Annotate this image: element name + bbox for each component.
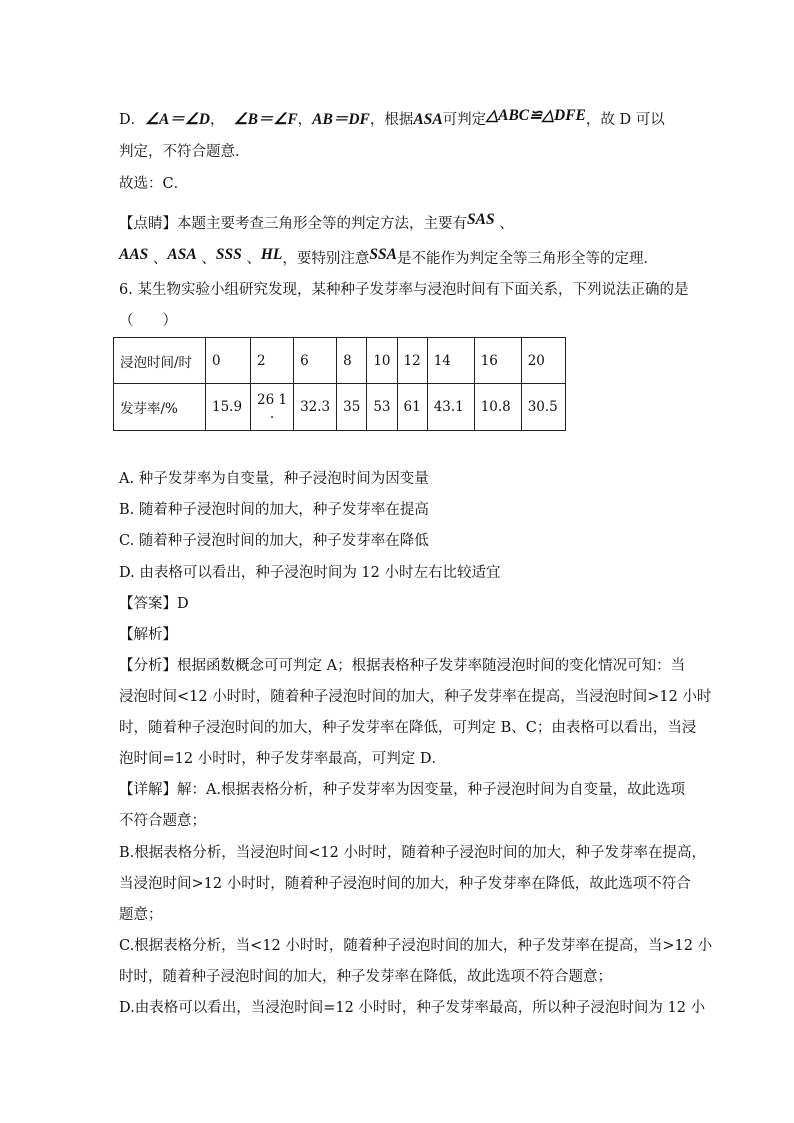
math-angle-b-eq-f: ∠B＝∠F xyxy=(233,111,298,128)
data-table xyxy=(113,337,566,431)
table-cell: 35 xyxy=(337,384,367,431)
table-cell: 2 xyxy=(251,338,294,384)
option-c: C. 随着种子浸泡时间的加大，种子发芽率在降低 xyxy=(119,533,429,549)
answer-line: 【答案】D xyxy=(119,596,189,612)
detail-line: D.由表格可以看出，当浸泡时间=12 小时时，种子发芽率最高，所以种子浸泡时间为 12 小 xyxy=(119,1000,706,1016)
table-cell: 53 xyxy=(367,384,397,431)
table-cell: 26 1 . xyxy=(251,384,294,431)
table-cell: 20 xyxy=(521,338,565,384)
line-judge: 判定，不符合题意． xyxy=(119,144,250,160)
detail-line: 不符合题意； xyxy=(119,813,206,829)
table-cell: 30.5 xyxy=(521,384,565,431)
table-header-cell: 发芽率/% xyxy=(114,384,206,431)
table-row xyxy=(114,338,566,384)
table-row xyxy=(114,384,566,431)
question-6-stem: 6. 某生物实验小组研究发现，某种种子发芽率与浸泡时间有下面关系，下列说法正确的是 xyxy=(119,282,689,298)
detail-line: 【详解】解：A.根据表格分析，种子发芽率为因变量，种子浸泡时间为自变量，故此选项 xyxy=(119,782,686,798)
table-cell: 6 xyxy=(294,338,337,384)
table-cell: 14 xyxy=(427,338,474,384)
line-option-d-reason: D．∠A＝∠D， ∠B＝∠F，AB＝DF，根据ASA可判定△ABC≌△DFE，故 D 可以 xyxy=(119,107,665,128)
option-d: D. 由表格可以看出，种子浸泡时间为 12 小时左右比较适宜 xyxy=(119,565,501,581)
line-dianjing-cont: AAS 、ASA 、SSS 、HL，要特别注意SSA是不能作为判定全等三角形全等的定理． xyxy=(119,246,658,267)
option-b: B. 随着种子浸泡时间的加大，种子发芽率在提高 xyxy=(119,502,429,518)
option-a: A. 种子发芽率为自变量，种子浸泡时间为因变量 xyxy=(119,471,429,487)
analysis-line: 【分析】根据函数概念可可判定 A；根据表格种子发芽率随浸泡时间的变化情况可知：当 xyxy=(119,658,686,674)
math-ab-eq-df: AB＝DF xyxy=(312,111,370,128)
math-asa-2: ASA xyxy=(167,246,197,263)
math-hl: HL xyxy=(260,246,283,263)
table-cell: 15.9 xyxy=(206,384,251,431)
table-cell: 16 xyxy=(474,338,521,384)
table-cell: 61 xyxy=(397,384,427,431)
math-angle-a-eq-d: ∠A＝∠D xyxy=(145,111,210,128)
table-cell: 43.1 xyxy=(427,384,474,431)
analysis-line: 时，随着种子浸泡时间的加大，种子发芽率在降低，可判定 B、C；由表格可以看出，当浸 xyxy=(119,720,697,736)
table-cell: 32.3 xyxy=(294,384,337,431)
analysis-line: 泡时间=12 小时时，种子发芽率最高，可判定 D． xyxy=(119,751,446,767)
detail-line: C.根据表格分析，当<12 小时时，随着种子浸泡时间的加大，种子发芽率在提高，当>12 小 xyxy=(119,938,713,954)
detail-line: 时时，随着种子浸泡时间的加大，种子发芽率在降低，故此选项不符合题意； xyxy=(119,969,612,985)
question-6-paren: （ ） xyxy=(119,313,177,329)
table-header-cell: 浸泡时间/时 xyxy=(114,338,206,384)
table-cell: 10.8 xyxy=(474,384,521,431)
table-cell: 0 xyxy=(206,338,251,384)
table-cell: 12 xyxy=(397,338,427,384)
detail-line: 当浸泡时间>12 小时时，随着种子浸泡时间的加大，种子发芽率在降低，故此选项不符合 xyxy=(119,876,691,892)
detail-line: B.根据表格分析，当浸泡时间<12 小时时，随着种子浸泡时间的加大，种子发芽率在提高， xyxy=(119,845,706,861)
table-cell: 10 xyxy=(367,338,397,384)
math-sas: SAS xyxy=(467,211,495,228)
math-ssa: SSA xyxy=(369,246,397,263)
math-asa: ASA xyxy=(413,111,443,128)
math-congruent-triangles: △ABC≌△DFE xyxy=(486,107,586,124)
line-dianjing: 【点睛】本题主要考查三角形全等的判定方法，主要有SAS 、 xyxy=(119,211,514,232)
math-aas: AAS xyxy=(119,246,149,263)
table-cell: 8 xyxy=(337,338,367,384)
analysis-line: 浸泡时间<12 小时时，随着种子浸泡时间的加大，种子发芽率在提高，当浸泡时间>12 小时 xyxy=(119,689,712,705)
math-sss: SSS xyxy=(215,246,242,263)
line-choice: 故选：C． xyxy=(119,176,189,192)
detail-line: 题意； xyxy=(119,907,163,923)
analysis-heading: 【解析】 xyxy=(119,627,177,643)
